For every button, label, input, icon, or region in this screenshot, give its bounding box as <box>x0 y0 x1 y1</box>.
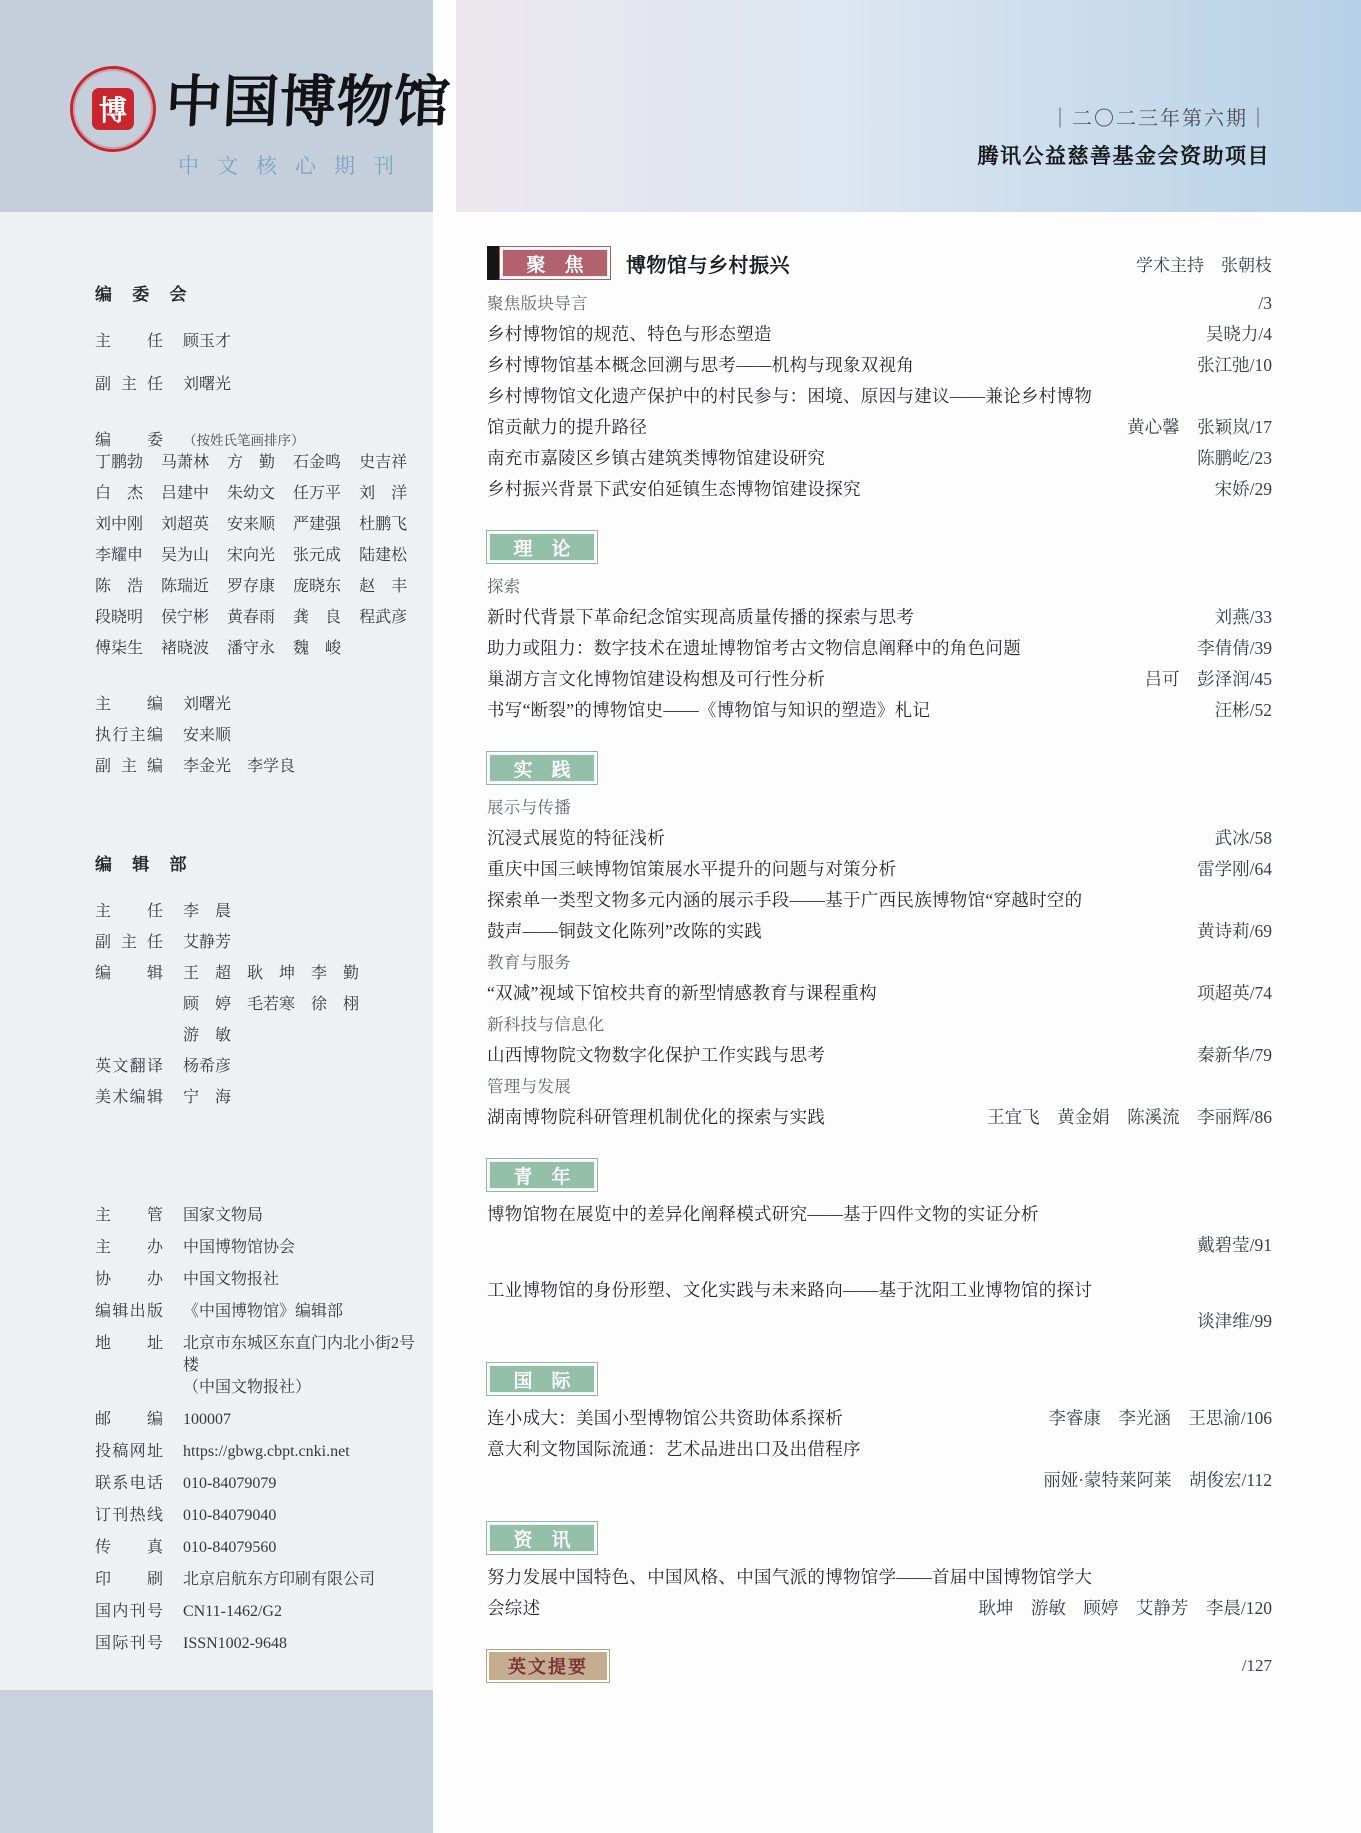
role-value <box>183 1025 231 1047</box>
toc-entry <box>487 1306 1272 1337</box>
role-label: 主编 <box>95 696 163 713</box>
toc-author-page: 武冰/58 <box>1214 828 1272 848</box>
editorial-board-roles <box>95 331 423 396</box>
toc-entry-title: 鼓声——铜鼓文化陈列”改陈的实践 <box>487 921 763 941</box>
role-label: 英文翻译 <box>95 1058 163 1075</box>
toc-entry-title: 意大利文物国际流通：艺术品进出口及出借程序 <box>487 1439 861 1459</box>
role-label: 执行主编 <box>95 727 163 744</box>
toc-entry <box>487 381 1272 412</box>
section-host: 学术主持 张朝枝 <box>1136 255 1272 275</box>
toc-section-news <box>487 1522 1272 1624</box>
committee-member-name: 马萧林 <box>161 454 210 471</box>
toc-author-page: 黄诗莉/69 <box>1197 921 1272 941</box>
section-badge: 英文提要 <box>487 1650 609 1682</box>
issue-banner <box>456 0 1361 212</box>
toc-entry <box>487 1275 1272 1306</box>
role-value-line: 顾玉才 <box>183 333 232 350</box>
committee-member-name: 程武彦 <box>359 609 408 626</box>
role-value-line: 李 晨 <box>183 903 232 920</box>
committee-member-name: 侯宁彬 <box>161 609 210 626</box>
role-value-line: 北京启航东方印刷有限公司 <box>183 1571 376 1588</box>
role-label: 主管 <box>95 1207 163 1224</box>
editorial-dept-heading: 编 辑 部 <box>95 855 195 874</box>
toc-entry <box>487 633 1272 664</box>
toc-entry-title: 工业博物馆的身份形塑、文化实践与未来路向——基于沈阳工业博物馆的探讨 <box>487 1280 1093 1300</box>
role-value <box>183 331 231 353</box>
funding-note: 腾讯公益慈善基金会资助项目 <box>977 144 1270 168</box>
toc-entry-title: 聚焦版块导言 <box>487 294 588 313</box>
role-value <box>183 1441 350 1463</box>
toc-author-page: /3 <box>1258 293 1272 313</box>
toc-entry-title: 努力发展中国特色、中国风格、中国气派的博物馆学——首届中国博物馆学大 <box>487 1567 1093 1587</box>
toc-section-practice <box>487 752 1272 1133</box>
toc-entry-title: 管理与发展 <box>487 1077 571 1096</box>
role-value <box>183 694 231 716</box>
role-value <box>183 1205 263 1227</box>
toc-author-page: 雷学刚/64 <box>1197 859 1272 879</box>
toc-entry-title: 展示与传播 <box>487 798 571 817</box>
section-badge: 青 年 <box>487 1159 597 1191</box>
role-value-line: 100007 <box>183 1411 231 1428</box>
committee-names-row <box>95 452 423 474</box>
role-label: 协办 <box>95 1271 163 1288</box>
board-role-row <box>95 374 423 396</box>
toc-author-page: 戴碧莹/91 <box>1197 1235 1272 1255</box>
toc-author-page: 丽娅·蒙特莱阿莱 胡俊宏/112 <box>1043 1470 1272 1490</box>
toc-author-page: 秦新华/79 <box>1197 1045 1272 1065</box>
editorial-board-heading: 编 委 会 <box>95 285 195 304</box>
role-label: 副主任 <box>95 376 163 393</box>
toc-entry <box>487 916 1272 947</box>
toc-entry <box>487 1230 1272 1261</box>
toc-section-focus <box>487 246 1272 505</box>
committee-label: 编委 <box>95 432 163 449</box>
toc-author-page: 王宜飞 黄金娟 陈溪流 李丽辉/86 <box>987 1107 1272 1127</box>
role-label: 主任 <box>95 903 163 920</box>
role-value <box>183 1505 276 1527</box>
committee-member-name: 庞晓东 <box>293 578 342 595</box>
publication-info-row <box>95 1537 423 1559</box>
committee-member-name: 吕建中 <box>161 485 210 502</box>
role-value <box>183 963 359 985</box>
toc-entry-title: 乡村振兴背景下武安伯延镇生态博物馆建设探究 <box>487 479 861 499</box>
committee-members <box>95 452 423 660</box>
editorial-dept-block <box>95 850 423 1109</box>
toc-author-page: 宋娇/29 <box>1214 479 1272 499</box>
role-label: 编辑 <box>95 965 163 982</box>
toc-entry-title: 助力或阻力：数字技术在遗址博物馆考古文物信息阐释中的角色问题 <box>487 638 1021 658</box>
toc-entry-title: 新时代背景下革命纪念馆实现高质量传播的探索与思考 <box>487 607 915 627</box>
publication-info-rows <box>95 1205 423 1655</box>
section-badge: 实 践 <box>487 752 597 784</box>
role-value <box>183 1473 276 1495</box>
toc-author-page: 耿坤 游敏 顾婷 艾静芳 李晨/120 <box>978 1598 1272 1618</box>
role-value-line: 宁 海 <box>183 1089 232 1106</box>
role-value <box>183 1537 276 1559</box>
role-label: 美术编辑 <box>95 1089 163 1106</box>
toc-subcategory <box>487 288 1272 319</box>
role-value-line: 国家文物局 <box>183 1207 264 1224</box>
role-label: 主办 <box>95 1239 163 1256</box>
publication-info-row <box>95 1301 423 1323</box>
toc-entry <box>487 602 1272 633</box>
committee-member-name: 刘超英 <box>161 516 210 533</box>
committee-member-name: 段晓明 <box>95 609 144 626</box>
role-value <box>183 901 231 923</box>
toc-entry-title: 沉浸式展览的特征浅析 <box>487 828 665 848</box>
role-value-line: 中国文物报社 <box>183 1271 280 1288</box>
toc-section-theory <box>487 531 1272 726</box>
toc-subcategory <box>487 1009 1272 1040</box>
role-value <box>183 1333 423 1399</box>
toc-entry <box>487 1040 1272 1071</box>
toc-entry <box>487 1102 1272 1133</box>
publication-info-row <box>95 1569 423 1591</box>
role-label: 主任 <box>95 333 163 350</box>
dept-role-row <box>95 1025 423 1047</box>
committee-label-row <box>95 430 423 452</box>
committee-member-name: 安来顺 <box>227 516 276 533</box>
toc-author-page: 项超英/74 <box>1197 983 1272 1003</box>
toc-entry-title: “双减”视域下馆校共育的新型情感教育与课程重构 <box>487 983 877 1003</box>
publication-info-row <box>95 1333 423 1399</box>
committee-member-name: 傅柒生 <box>95 640 144 657</box>
committee-member-name: 朱幼文 <box>227 485 276 502</box>
toc-subcategory <box>487 1071 1272 1102</box>
toc-entry-title: 博物馆物在展览中的差异化阐释模式研究——基于四件文物的实证分析 <box>487 1204 1039 1224</box>
toc-entry <box>487 319 1272 350</box>
toc-entry-title: 乡村博物馆基本概念回溯与思考——机构与现象双视角 <box>487 355 915 375</box>
dept-role-row <box>95 932 423 954</box>
committee-names-row <box>95 607 423 629</box>
committee-member-name: 吴为山 <box>161 547 210 564</box>
role-value-line: 刘曙光 <box>183 696 232 713</box>
toc-author-page: 汪彬/52 <box>1214 700 1272 720</box>
toc-entry-title: 馆贡献力的提升路径 <box>487 417 648 437</box>
toc-entry <box>487 443 1272 474</box>
role-value-line: 中国博物馆协会 <box>183 1239 296 1256</box>
section-header <box>487 531 1272 563</box>
toc-author-page: 李倩倩/39 <box>1197 638 1272 658</box>
toc-entry <box>487 350 1272 381</box>
committee-member-name: 李耀申 <box>95 547 144 564</box>
section-header <box>487 1522 1272 1554</box>
role-value-line: 杨希彦 <box>183 1058 232 1075</box>
toc-entry-title: 新科技与信息化 <box>487 1015 605 1034</box>
toc-entry <box>487 412 1272 443</box>
committee-member-name: 严建强 <box>293 516 342 533</box>
role-value-line: 游 敏 <box>183 1027 232 1044</box>
role-value-line: （中国文物报社） <box>183 1379 312 1396</box>
committee-member-name: 张元成 <box>293 547 342 564</box>
section-title: 博物馆与乡村振兴 <box>626 254 790 277</box>
publication-info-row <box>95 1269 423 1291</box>
role-label: 邮编 <box>95 1411 163 1428</box>
table-of-contents <box>487 238 1272 1690</box>
committee-member-name: 陈瑞近 <box>161 578 210 595</box>
toc-section-international <box>487 1363 1272 1496</box>
role-label: 联系电话 <box>95 1475 163 1492</box>
toc-entry <box>487 664 1272 695</box>
toc-entry <box>487 1593 1272 1624</box>
committee-member-name: 刘中刚 <box>95 516 144 533</box>
committee-names-row <box>95 514 423 536</box>
publication-info-row <box>95 1441 423 1463</box>
role-value <box>183 725 231 747</box>
journal-seal-logo <box>70 66 156 152</box>
role-value-line: 010-84079560 <box>183 1539 277 1556</box>
committee-member-name: 龚 良 <box>293 609 342 626</box>
role-value <box>183 1301 343 1323</box>
toc-entry <box>487 1199 1272 1230</box>
publication-info-row <box>95 1473 423 1495</box>
role-value-line: 010-84079079 <box>183 1475 277 1492</box>
committee-member-name: 方 勤 <box>227 454 276 471</box>
committee-names-row <box>95 638 423 660</box>
toc-subcategory <box>487 792 1272 823</box>
toc-author-page: 谈津维/99 <box>1197 1311 1272 1331</box>
toc-entry <box>487 1434 1272 1465</box>
toc-author-page: 李睿康 李光涵 王思渝/106 <box>1048 1408 1272 1428</box>
toc-entry-title: 乡村博物馆的规范、特色与形态塑造 <box>487 324 772 344</box>
role-value <box>183 1087 231 1109</box>
role-value <box>183 374 231 396</box>
dept-role-row <box>95 1056 423 1078</box>
role-label: 国际刊号 <box>95 1635 163 1652</box>
editorial-dept-roles <box>95 901 423 1109</box>
committee-sort-note: （按姓氏笔画排序） <box>183 433 305 448</box>
section-header <box>487 1159 1272 1191</box>
role-label: 副主编 <box>95 758 163 775</box>
core-journal-label: 中文核心期刊 <box>178 154 412 178</box>
toc-entry <box>487 978 1272 1009</box>
toc-section-english-abstract <box>487 1650 1272 1682</box>
role-value <box>183 1633 287 1655</box>
role-label: 印刷 <box>95 1571 163 1588</box>
committee-names-row <box>95 483 423 505</box>
role-value-line: 《中国博物馆》编辑部 <box>183 1303 344 1320</box>
toc-entry-title: 探索单一类型文物多元内涵的展示手段——基于广西民族博物馆“穿越时空的 <box>487 890 1083 910</box>
toc-entry <box>487 1403 1272 1434</box>
role-label: 副主任 <box>95 934 163 951</box>
section-badge: 资 讯 <box>487 1522 597 1554</box>
section-header <box>487 1363 1272 1395</box>
toc-entry-title: 书写“断裂”的博物馆史——《博物馆与知识的塑造》札记 <box>487 700 931 720</box>
role-value <box>183 756 295 778</box>
role-value <box>183 932 231 954</box>
committee-member-name: 黄春雨 <box>227 609 276 626</box>
committee-member-name: 赵 丰 <box>359 578 408 595</box>
toc-entry <box>487 1465 1272 1496</box>
dept-role-row <box>95 901 423 923</box>
section-badge: 国 际 <box>487 1363 597 1395</box>
dept-role-row <box>95 963 423 985</box>
toc-entry-title: 南充市嘉陵区乡镇古建筑类博物馆建设研究 <box>487 448 826 468</box>
committee-member-name: 石金鸣 <box>293 454 342 471</box>
role-value-line: CN11-1462/G2 <box>183 1603 282 1620</box>
committee-names-row <box>95 576 423 598</box>
journal-title-calligraphy: 中国博物馆 <box>164 72 453 134</box>
committee-member-name: 褚晓波 <box>161 640 210 657</box>
toc-author-page: 吕可 彭泽润/45 <box>1144 669 1272 689</box>
committee-member-name: 白 杰 <box>95 485 144 502</box>
role-value <box>183 1056 231 1078</box>
toc-entry <box>487 885 1272 916</box>
toc-entry-title: 探索 <box>487 577 521 596</box>
role-value-line: 安来顺 <box>183 727 232 744</box>
publication-info-row <box>95 1237 423 1259</box>
dept-role-row <box>95 1087 423 1109</box>
issue-number: ｜二〇二三年第六期｜ <box>1050 108 1270 130</box>
masthead-banner <box>0 0 453 212</box>
committee-member-name: 陈 浩 <box>95 578 144 595</box>
section-header <box>487 246 1272 280</box>
toc-subcategory <box>487 571 1272 602</box>
toc-entry <box>487 695 1272 726</box>
section-header <box>487 1650 1272 1682</box>
committee-block <box>95 430 423 660</box>
editor-roles <box>95 694 423 778</box>
role-value <box>183 1569 375 1591</box>
toc-entry-title: 连小成大：美国小型博物馆公共资助体系探析 <box>487 1408 843 1428</box>
committee-names-row <box>95 545 423 567</box>
toc-entry-title: 乡村博物馆文化遗产保护中的村民参与：困境、原因与建议——兼论乡村博物 <box>487 386 1093 406</box>
role-label: 国内刊号 <box>95 1603 163 1620</box>
committee-member-name: 罗存康 <box>227 578 276 595</box>
publication-info-row <box>95 1633 423 1655</box>
toc-author-page: 吴晓力/4 <box>1205 324 1272 344</box>
committee-member-name: 刘 洋 <box>359 485 408 502</box>
toc-author-page: 陈鹏屹/23 <box>1197 448 1272 468</box>
toc-entry-title: 教育与服务 <box>487 953 571 972</box>
toc-entry <box>487 474 1272 505</box>
role-label: 订刊热线 <box>95 1507 163 1524</box>
toc-author-page: 黄心馨 张颖岚/17 <box>1127 417 1272 437</box>
committee-member-name: 宋向光 <box>227 547 276 564</box>
publication-info-block <box>95 1205 423 1655</box>
toc-author-page: 张江弛/10 <box>1197 355 1272 375</box>
toc-subcategory <box>487 947 1272 978</box>
editor-role-row <box>95 694 423 716</box>
role-value-line: ISSN1002-9648 <box>183 1635 288 1652</box>
role-value <box>183 1269 279 1291</box>
editors-block <box>95 694 423 778</box>
committee-member-name: 丁鹏勃 <box>95 454 144 471</box>
toc-entry-title: 巢湖方言文化博物馆建设构想及可行性分析 <box>487 669 826 689</box>
sidebar-bottom-block <box>0 1690 433 1833</box>
dept-role-row <box>95 994 423 1016</box>
committee-member-name: 史吉祥 <box>359 454 408 471</box>
section-page-number: /127 <box>1241 1656 1272 1675</box>
role-label: 投稿网址 <box>95 1443 163 1460</box>
role-value-line: 王 超 耿 坤 李 勤 <box>183 965 360 982</box>
role-value-line: https://gbwg.cbpt.cnki.net <box>183 1443 350 1460</box>
committee-member-name: 杜鹏飞 <box>359 516 408 533</box>
role-value-line: 顾 婷 毛若寒 徐 栩 <box>183 996 360 1013</box>
badge-black-bar <box>487 246 500 280</box>
editor-role-row <box>95 725 423 747</box>
publication-info-row <box>95 1409 423 1431</box>
role-label: 地址 <box>95 1335 163 1352</box>
toc-entry-title: 会综述 <box>487 1598 541 1618</box>
toc-section-youth <box>487 1159 1272 1337</box>
toc-entry-title: 山西博物院文物数字化保护工作实践与思考 <box>487 1045 826 1065</box>
publication-info-row <box>95 1505 423 1527</box>
toc-entry <box>487 823 1272 854</box>
role-label: 传真 <box>95 1539 163 1556</box>
committee-member-name: 任万平 <box>293 485 342 502</box>
committee-member-name: 潘守永 <box>227 640 276 657</box>
editor-role-row <box>95 756 423 778</box>
board-role-row <box>95 331 423 353</box>
publication-info-row <box>95 1601 423 1623</box>
masthead-sidebar <box>0 212 433 1690</box>
role-value-line: 北京市东城区东直门内北小街2号楼 <box>183 1335 416 1374</box>
role-value-line: 010-84079040 <box>183 1507 277 1524</box>
role-value-line: 刘曙光 <box>183 376 232 393</box>
toc-entry-title: 重庆中国三峡博物馆策展水平提升的问题与对策分析 <box>487 859 897 879</box>
toc-entry <box>487 854 1272 885</box>
section-header <box>487 752 1272 784</box>
toc-author-page: 刘燕/33 <box>1214 607 1272 627</box>
role-value <box>183 1601 282 1623</box>
seal-glyph: 博 <box>92 88 134 130</box>
role-label: 编辑出版 <box>95 1303 163 1320</box>
committee-member-name: 魏 峻 <box>293 640 342 657</box>
toc-entry <box>487 1562 1272 1593</box>
committee-member-name: 陆建松 <box>359 547 408 564</box>
section-badge: 聚 焦 <box>500 247 610 279</box>
role-value <box>183 1237 295 1259</box>
toc-entry-title: 湖南博物院科研管理机制优化的探索与实践 <box>487 1107 826 1127</box>
role-value <box>183 994 359 1016</box>
section-badge: 理 论 <box>487 531 597 563</box>
role-value-line: 李金光 李学良 <box>183 758 296 775</box>
publication-info-row <box>95 1205 423 1227</box>
role-value <box>183 1409 231 1431</box>
role-value-line: 艾静芳 <box>183 934 232 951</box>
